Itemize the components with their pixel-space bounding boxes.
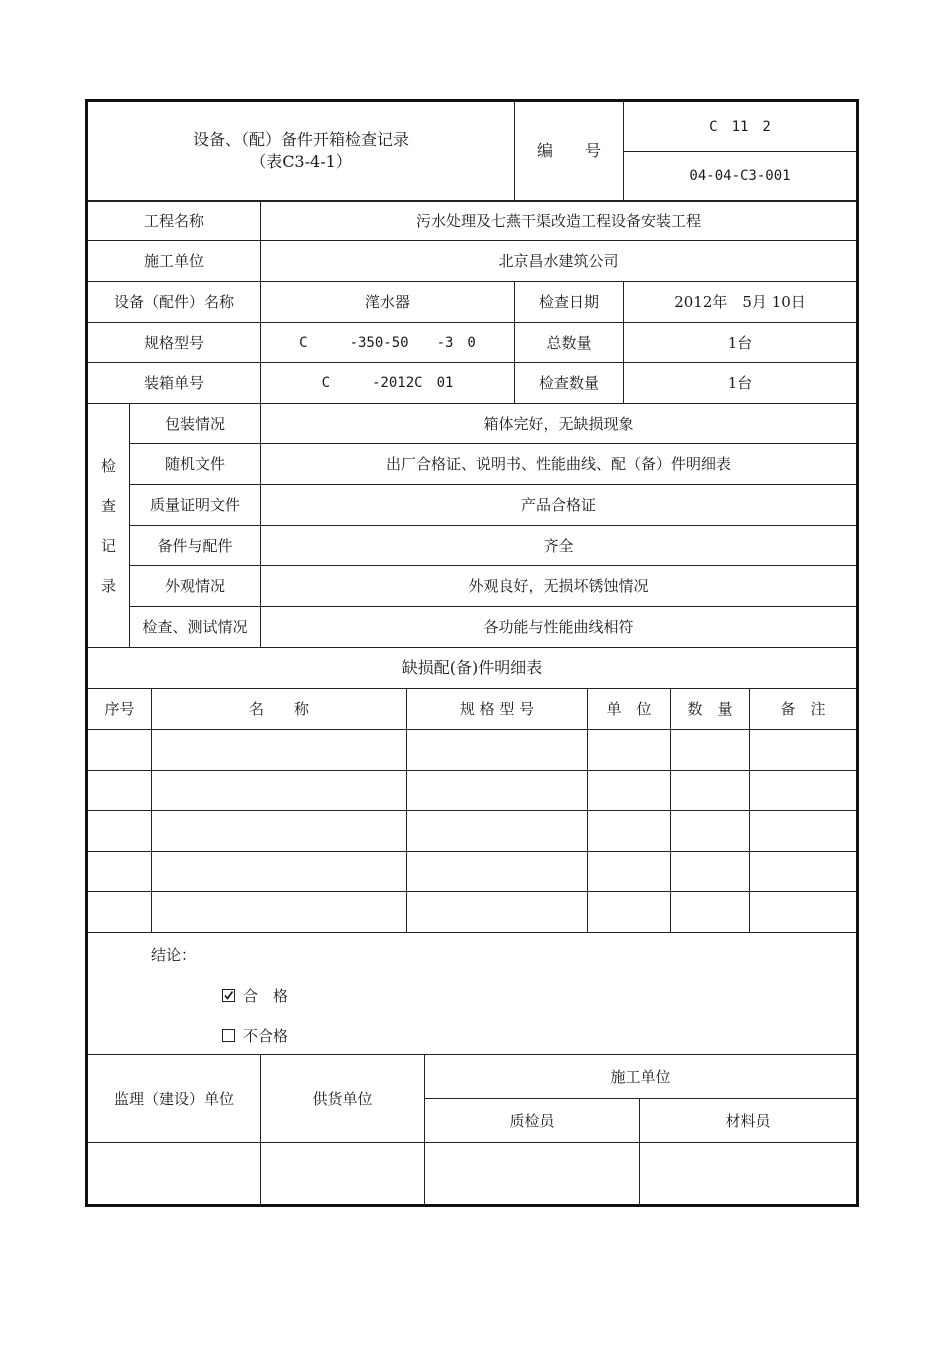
defect-row-cell[interactable] — [750, 811, 856, 852]
defect-row-cell[interactable] — [152, 730, 407, 771]
defect-row-cell[interactable] — [671, 852, 750, 893]
fail-checkbox[interactable] — [222, 1029, 235, 1042]
defect-row-cell[interactable] — [407, 892, 588, 933]
inspection-row-value: 产品合格证 — [261, 485, 856, 526]
constructor-value: 北京昌水建筑公司 — [261, 241, 856, 282]
defect-row-cell[interactable] — [152, 771, 407, 812]
inspection-side-label — [88, 404, 130, 648]
side-char-3: 记 — [100, 536, 116, 555]
defect-header-remark: 备 注 — [750, 689, 856, 730]
defect-row-cell[interactable] — [152, 892, 407, 933]
sig-material-field[interactable] — [640, 1143, 856, 1204]
side-char-2: 查 — [100, 496, 116, 515]
fail-option[interactable] — [222, 1025, 288, 1046]
defect-row-cell[interactable] — [407, 811, 588, 852]
check-qty-label: 检查数量 — [515, 363, 624, 404]
defect-row-cell[interactable] — [588, 852, 671, 893]
code-bottom: 04-04-C3-001 — [624, 152, 856, 201]
side-char-1: 检 — [100, 456, 116, 475]
defect-row-cell[interactable] — [407, 730, 588, 771]
defect-row-cell[interactable] — [88, 811, 152, 852]
defect-header-no: 序号 — [88, 689, 152, 730]
pass-label: 合 格 — [243, 987, 289, 1005]
sig-supervisor-label: 监理（建设）单位 — [88, 1055, 261, 1143]
project-name-value: 污水处理及七燕干渠改造工程设备安装工程 — [261, 201, 856, 241]
defect-row-cell[interactable] — [88, 892, 152, 933]
sig-qc-field[interactable] — [425, 1143, 640, 1204]
conclusion-label: 结论： — [151, 946, 197, 964]
defect-row-cell[interactable] — [88, 771, 152, 812]
total-value: 1台 — [624, 323, 856, 363]
defect-row-cell[interactable] — [671, 730, 750, 771]
defect-row-cell[interactable] — [588, 892, 671, 933]
check-date-value: 2012年 5月 10日 — [624, 282, 856, 323]
form-title — [88, 102, 515, 201]
check-qty-value: 1台 — [624, 363, 856, 404]
check-date-label: 检查日期 — [515, 282, 624, 323]
pass-checkbox[interactable] — [222, 989, 235, 1002]
packing-value: C -2012C 01 — [261, 363, 515, 404]
inspection-row-label: 随机文件 — [130, 444, 261, 485]
code-label: 编 号 — [515, 102, 624, 201]
defect-header-spec: 规 格 型 号 — [407, 689, 588, 730]
defect-header-qty: 数 量 — [671, 689, 750, 730]
inspection-row-label: 质量证明文件 — [130, 485, 261, 526]
defect-row-cell[interactable] — [750, 892, 856, 933]
inspection-row-value: 外观良好，无损坏锈蚀情况 — [261, 566, 856, 607]
defect-row-cell[interactable] — [750, 730, 856, 771]
defect-row-cell[interactable] — [750, 771, 856, 812]
defect-header-name: 名 称 — [152, 689, 407, 730]
sig-supervisor-field[interactable] — [88, 1143, 261, 1204]
sig-qc-label: 质检员 — [425, 1099, 640, 1143]
defect-row-cell[interactable] — [750, 852, 856, 893]
packing-label: 装箱单号 — [88, 363, 261, 404]
project-name-label: 工程名称 — [88, 201, 261, 241]
inspection-row-value: 各功能与性能曲线相符 — [261, 607, 856, 648]
conclusion-section — [88, 933, 856, 1055]
defect-row-cell[interactable] — [588, 730, 671, 771]
defect-row-cell[interactable] — [407, 771, 588, 812]
defect-row-cell[interactable] — [88, 852, 152, 893]
model-label: 规格型号 — [88, 323, 261, 363]
inspection-row-value: 齐全 — [261, 526, 856, 566]
defect-row-cell[interactable] — [671, 892, 750, 933]
defect-row-cell[interactable] — [588, 811, 671, 852]
fail-label: 不合格 — [243, 1027, 289, 1045]
pass-option[interactable] — [222, 985, 288, 1006]
defect-row-cell[interactable] — [152, 852, 407, 893]
defect-header-unit: 单 位 — [588, 689, 671, 730]
sig-supplier-label: 供货单位 — [261, 1055, 425, 1143]
side-char-4: 录 — [100, 576, 116, 595]
defect-row-cell[interactable] — [88, 730, 152, 771]
equipment-name-value: 滗水器 — [261, 282, 515, 323]
sig-supplier-field[interactable] — [261, 1143, 425, 1204]
inspection-row-value: 出厂合格证、说明书、性能曲线、配（备）件明细表 — [261, 444, 856, 485]
defect-row-cell[interactable] — [671, 811, 750, 852]
sig-material-label: 材料员 — [640, 1099, 856, 1143]
equipment-name-label: 设备（配件）名称 — [88, 282, 261, 323]
inspection-row-label: 外观情况 — [130, 566, 261, 607]
form-title-line1: 设备、（配）备件开箱检查记录 — [192, 130, 409, 149]
defect-row-cell[interactable] — [588, 771, 671, 812]
inspection-row-label: 检查、测试情况 — [130, 607, 261, 648]
form-title-line2: （表C3-4-1） — [250, 152, 352, 171]
inspection-row-label: 备件与配件 — [130, 526, 261, 566]
defect-row-cell[interactable] — [407, 852, 588, 893]
defect-row-cell[interactable] — [671, 771, 750, 812]
model-value: C -350-50 -3 0 — [261, 323, 515, 363]
defect-table-title: 缺损配(备)件明细表 — [88, 648, 856, 689]
constructor-label: 施工单位 — [88, 241, 261, 282]
sig-constructor-label: 施工单位 — [425, 1055, 856, 1099]
defect-row-cell[interactable] — [152, 811, 407, 852]
total-label: 总数量 — [515, 323, 624, 363]
code-top: C 11 2 — [624, 102, 856, 152]
inspection-row-value: 箱体完好，无缺损现象 — [261, 404, 856, 444]
inspection-record-form — [85, 99, 859, 1207]
inspection-row-label: 包装情况 — [130, 404, 261, 444]
